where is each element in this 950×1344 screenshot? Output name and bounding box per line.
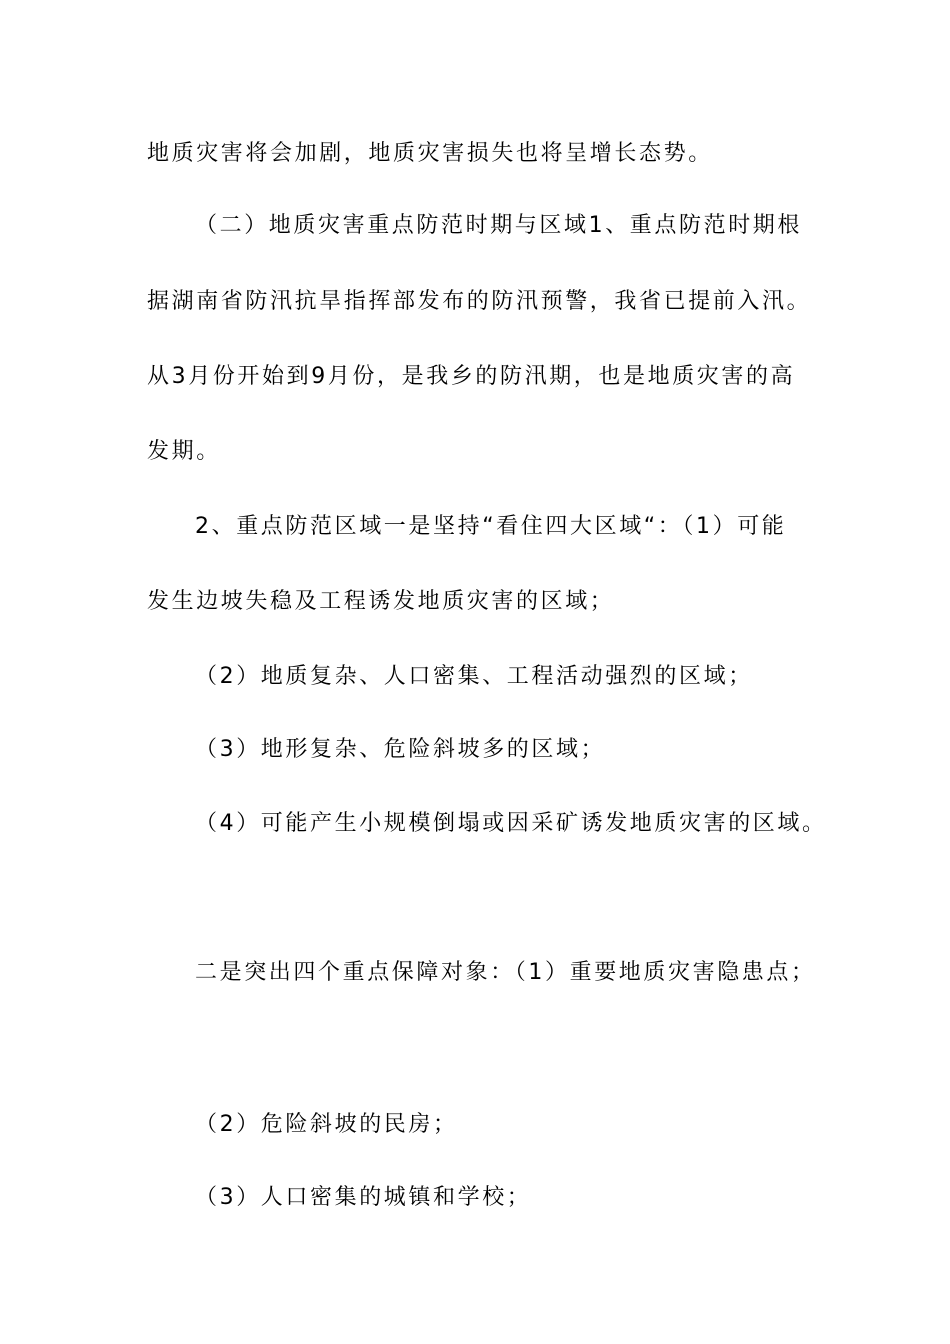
text-line-2: （二）地质灾害重点防范时期与区域1、重点防范时期根	[195, 213, 802, 238]
text-line-5: 发期。	[147, 439, 221, 464]
text-line-9: （3）地形复杂、危险斜坡多的区域；	[195, 737, 606, 762]
text-line-10: （4）可能产生小规模倒塌或因采矿诱发地质灾害的区域。	[195, 811, 827, 836]
text-line-8: （2）地质复杂、人口密集、工程活动强烈的区域；	[195, 664, 753, 689]
text-line-11: 二是突出四个重点保障对象：（1）重要地质灾害隐患点；	[195, 960, 816, 985]
text-line-7: 发生边坡失稳及工程诱发地质灾害的区域；	[147, 589, 615, 614]
text-line-6: 2、重点防范区域一是坚持“看住四大区域“：（1）可能	[195, 514, 787, 539]
text-line-12: （2）危险斜坡的民房；	[195, 1112, 458, 1137]
text-line-13: （3）人口密集的城镇和学校；	[195, 1185, 532, 1210]
text-line-3: 据湖南省防汛抗旱指挥部发布的防汛预警，我省已提前入汛。	[147, 289, 812, 314]
text-line-1: 地质灾害将会加剧，地质灾害损失也将呈增长态势。	[147, 141, 713, 166]
text-line-4: 从3月份开始到9月份，是我乡的防汛期，也是地质灾害的高	[147, 364, 796, 389]
